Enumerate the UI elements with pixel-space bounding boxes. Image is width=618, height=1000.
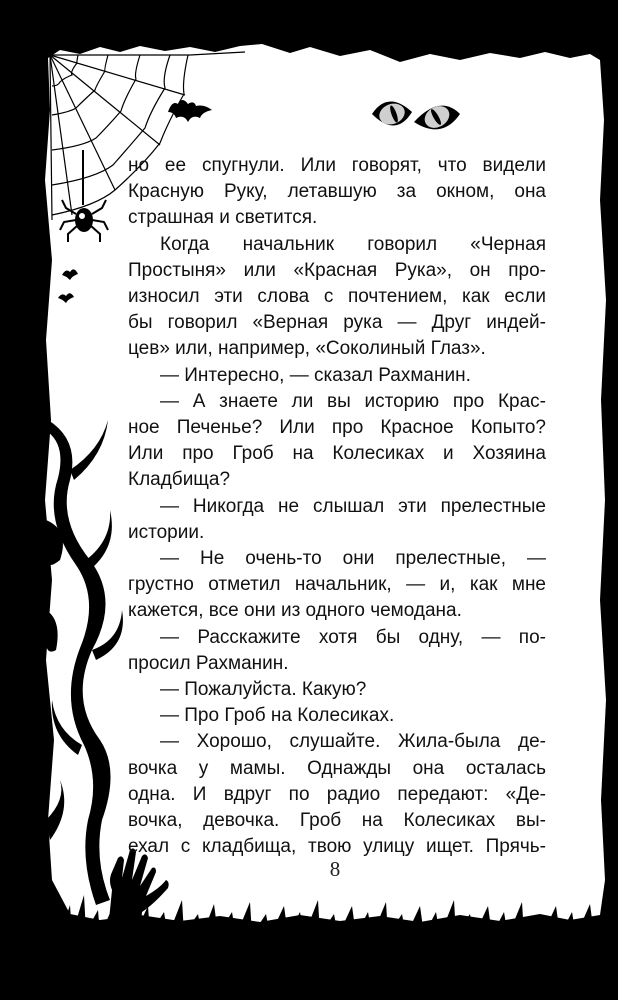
paragraph (128, 677, 546, 703)
text-line: истории. (128, 521, 205, 543)
text-line: износил эти слова с почтением, как если (128, 286, 546, 308)
paragraph (128, 703, 546, 729)
text-line: но ее спугнули. Или говорят, что видели (128, 155, 546, 176)
paragraph (128, 729, 546, 860)
paragraph (128, 232, 546, 363)
text-line: ное Печенье? Или про Красное Копыто? (128, 417, 546, 439)
text-line: страшная и светится. (128, 207, 318, 229)
story-text (128, 153, 546, 860)
text-line: кажется, все они из одного чемодана. (128, 600, 462, 622)
paragraph (128, 494, 546, 546)
text-line: просил Рахманин. (128, 652, 289, 674)
text-line: вочка, девочка. Гроб на Колесиках вы- (128, 810, 546, 832)
text-line: Кладбища? (128, 469, 231, 491)
paragraph (128, 546, 546, 625)
text-line: вочка у мамы. Однажды она осталась (128, 757, 546, 779)
text-line: — Расскажите хотя бы одну, — по- (160, 626, 546, 648)
text-line: одна. И вдруг по радио передают: «Де- (128, 783, 546, 805)
text-line: Когда начальник говорил «Черная (160, 233, 546, 255)
text-line: Красную Руку, летавшую за окном, она (128, 181, 546, 203)
paragraph (128, 625, 546, 677)
text-line: грустно отметил начальник, — и, как мне (128, 574, 546, 596)
text-line: — Пожалуйста. Какую? (160, 679, 367, 701)
paragraph (128, 363, 546, 389)
text-line: Простыня» или «Красная Рука», он про- (128, 259, 546, 281)
text-line: — Никогда не слышал эти прелестные (160, 495, 546, 517)
text-line: — Хорошо, слушайте. Жила-была де- (160, 731, 546, 753)
text-line: — Не очень-то они прелестные, — (160, 548, 546, 570)
text-line: — Интересно, — сказал Рахманин. (160, 364, 471, 386)
page-number: 8 (329, 857, 341, 881)
paragraph (128, 153, 546, 232)
text-line: ехал с кладбища, твою улицу ищет. Прячь- (128, 836, 546, 858)
text-line: Или про Гроб на Колесиках и Хозяина (128, 443, 546, 465)
text-line: — А знаете ли вы историю про Крас- (160, 390, 546, 412)
text-line: — Про Гроб на Колесиках. (160, 705, 395, 727)
text-line: цев» или, например, «Соколиный Глаз». (128, 338, 486, 360)
paragraph (128, 389, 546, 494)
text-line: бы говорил «Верная рука — Друг индей- (128, 312, 546, 334)
